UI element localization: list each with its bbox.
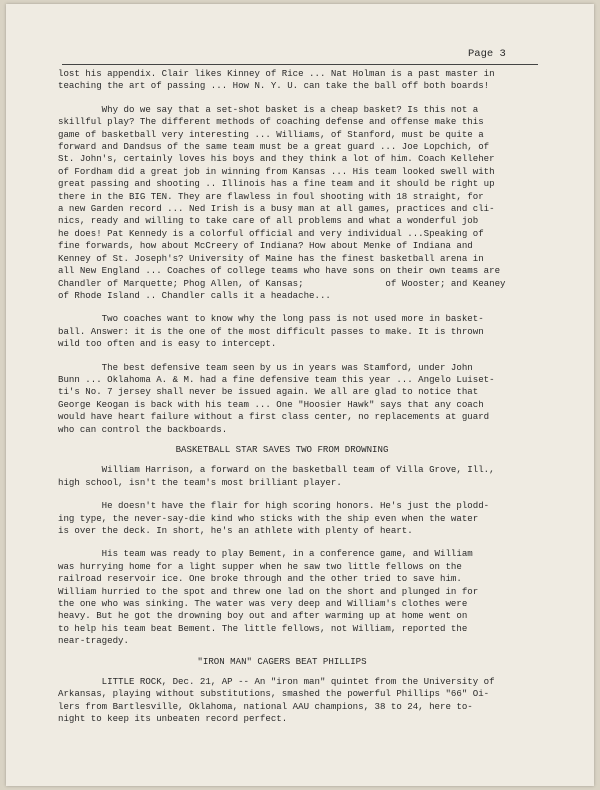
- paragraph-harrison-rescue: His team was ready to play Bement, in a conference game, and William was hurrying home for a light supper when he saw two little fellows on the railroad reservoir ice. One broke through and the other tried to save him. William hurried to the spot and threw one lad on the short and plunged in for the one who was sinking. The water was very deep and William's clothes were heavy. But he got the drowning boy out and after warming up at home went on to help his team beat Bement. The little fellows, not William, reported the near-tragedy.: [58, 548, 479, 647]
- paragraph-continued: lost his appendix. Clair likes Kinney of Rice ... Nat Holman is a past master in teaching the art of passing ... How N. Y. U. can take the ball off both boards!: [58, 68, 495, 92]
- paragraph-harrison-type: He doesn't have the flair for high scoring honors. He's just the plodd- ing type, the never-say-die kind who sticks with the ship even when the water is over the deck. In short, he's an athlete with plenty of heart.: [58, 500, 490, 536]
- paragraph-long-pass: Two coaches want to know why the long pass is not used more in basket- ball. Answer: it is the one of the most difficult passes to make. It is thrown wild too often and is easy to intercept.: [58, 313, 484, 350]
- document-page: [6, 4, 594, 786]
- page-number: Page 3: [468, 48, 506, 60]
- header-rule: [62, 64, 538, 65]
- heading-drowning: BASKETBALL STAR SAVES TWO FROM DROWNING: [175, 443, 389, 455]
- paragraph-arkansas: LITTLE ROCK, Dec. 21, AP -- An "iron man" quintet from the University of Arkansas, playing without substitutions, smashed the powerful Phillips "66" Oi- lers from Bartlesville, Oklahoma, national AAU champions, 38 to 24, here to- night to keep its unbeaten record perfect.: [58, 676, 495, 725]
- paragraph-set-shot: Why do we say that a set-shot basket is a cheap basket? Is this not a skillful play? The different methods of coaching defense and offense make this game of basketball very interesting ... Williams, of Stanford, must be quite a forward and Dandsus of the same team must be a great guard ... Joe Lopchich, of St. John's, certainly loves his boys and they think a lot of him. Coach Kelleher of Fordham did a great job in winning from Kansas ... His team looked swell with great passing and shooting .. Illinois has a fine team and it should be right up there in the BIG TEN. They are flawless in foul shooting with 18 straight, for a new Garden record ... Ned Irish is a busy man at all games, practices and cli- nics, ready and willing to take care of all problems and what a wonderful job he does! Pat Kennedy is a colorful official and very individual ...Speaking of fine forwards, how about McCreery of Indiana? How about Menke of Indiana and Kenney of St. Joseph's? University of Maine has the finest basketball arena in all New England ... Coaches of college teams who have sons on their own teams are Chandler of Marquette; Phog Allen, of Kansas; of Wooster; and Keaney of Rhode Island .. Chandler calls it a headache...: [58, 103, 506, 301]
- heading-iron-man: "IRON MAN" CAGERS BEAT PHILLIPS: [197, 655, 367, 667]
- article-body: [58, 68, 536, 726]
- paragraph-harrison-intro: William Harrison, a forward on the basketball team of Villa Grove, Ill., high school, isn't the team's most brilliant player.: [58, 464, 495, 488]
- paragraph-defensive-team: The best defensive team seen by us in years was Stamford, under John Bunn ... Oklahoma A. & M. had a fine defensive team this year ... Angelo Luiset- ti's No. 7 jersey shall never be issued again. We all are glad to notice that George Keogan is back with his team ... One "Hoosier Hawk" says that any coach would have heart failure without a first class center, no replacements at guard who can control the backboards.: [58, 361, 495, 435]
